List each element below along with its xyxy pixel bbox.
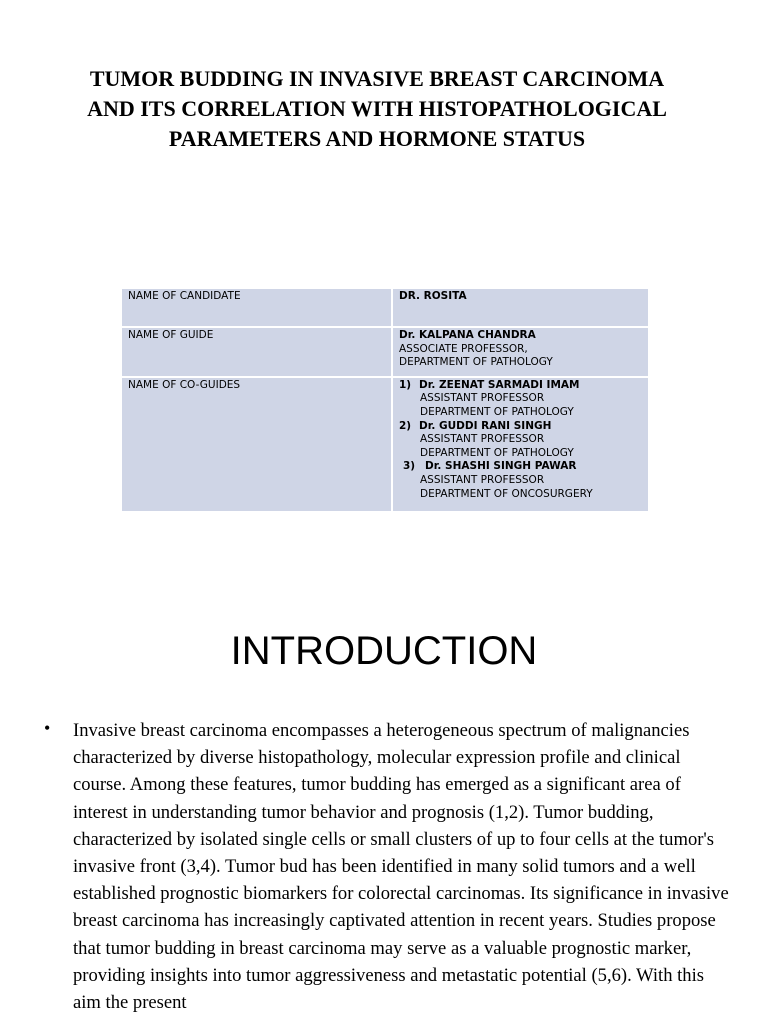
co-guide-1-designation: ASSISTANT PROFESSOR xyxy=(420,392,545,405)
co-guide-2-number: 2) xyxy=(399,419,412,432)
co-guide-1-department: DEPARTMENT OF PATHOLOGY xyxy=(420,405,574,418)
co-guides-value xyxy=(393,378,648,511)
candidate-label: NAME OF CANDIDATE xyxy=(122,289,391,326)
co-guide-3 xyxy=(399,460,642,474)
co-guide-3-name: Dr. SHASHI SINGH PAWAR xyxy=(425,460,577,473)
table-row-candidate xyxy=(122,289,648,326)
co-guide-2 xyxy=(399,420,642,434)
document-title: TUMOR BUDDING IN INVASIVE BREAST CARCINOMA AND ITS CORRELATION WITH HISTOPATHOLOGICAL PARAMETERS AND HORMONE STATUS xyxy=(87,66,667,151)
co-guide-3-number: 3) xyxy=(403,460,416,473)
co-guide-1-number: 1) xyxy=(399,378,412,391)
co-guide-1 xyxy=(399,379,642,393)
co-guide-2-name: Dr. GUDDI RANI SINGH xyxy=(419,419,552,432)
guide-name: Dr. KALPANA CHANDRA xyxy=(399,329,536,341)
info-table xyxy=(120,287,650,513)
guide-designation: ASSOCIATE PROFESSOR, xyxy=(399,342,528,355)
co-guide-2-department: DEPARTMENT OF PATHOLOGY xyxy=(420,446,574,459)
candidate-name: DR. ROSITA xyxy=(399,290,467,302)
co-guide-3-designation: ASSISTANT PROFESSOR xyxy=(420,473,545,486)
co-guide-3-department: DEPARTMENT OF ONCOSURGERY xyxy=(420,487,593,500)
bullet-icon: • xyxy=(44,718,51,738)
guide-value xyxy=(393,328,648,376)
guide-department: DEPARTMENT OF PATHOLOGY xyxy=(399,356,553,369)
guide-label: NAME OF GUIDE xyxy=(122,328,391,376)
introduction-heading: INTRODUCTION xyxy=(230,629,538,673)
co-guide-2-designation: ASSISTANT PROFESSOR xyxy=(420,433,545,446)
introduction-paragraph: Invasive breast carcinoma encompasses a heterogeneous spectrum of malignancies characterized by diverse histopathology, molecular expression profile and clinical course. Among these features, tumor budding has emerged as a significant area of interest in understanding tumor behavior and prognosis (1,2). Tumor budding, characterized by isolated single cells or small clusters of up to four cells at the tumor's invasive front (3,4). Tumor bud has been identified in many solid tumors and a well established prognostic biomarkers for colorectal carcinomas. Its significance in invasive breast carcinoma has increasingly captivated attention in recent years. Studies propose that tumor budding in breast carcinoma may serve as a valuable prognostic marker, providing insights into tumor aggressiveness and metastatic potential (5,6). With this aim the present xyxy=(73,720,729,1014)
table-row-co-guides xyxy=(122,378,648,511)
co-guide-1-name: Dr. ZEENAT SARMADI IMAM xyxy=(419,378,580,391)
co-guides-label: NAME OF CO-GUIDES xyxy=(122,378,391,511)
candidate-value xyxy=(393,289,648,326)
table-row-guide xyxy=(122,328,648,376)
